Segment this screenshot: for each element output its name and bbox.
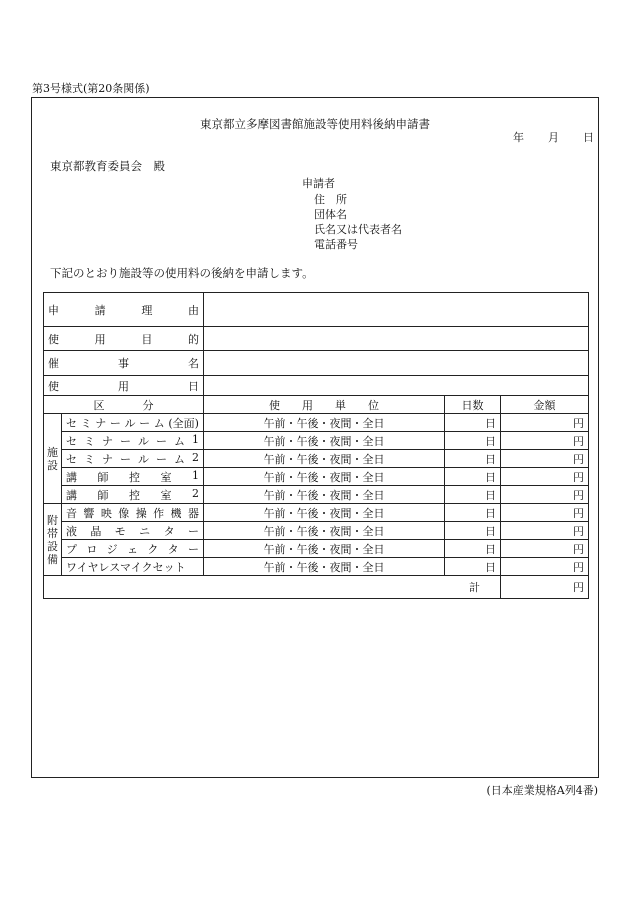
item-label-text-char: 室: [160, 488, 172, 502]
item-label-text-char: ル: [124, 416, 136, 430]
item-label-text-char: ナ: [102, 452, 113, 466]
info-row-value[interactable]: [204, 376, 589, 396]
item-unit-options[interactable]: 午前・午後・夜間・全日: [204, 540, 445, 558]
item-label-text-char: 液: [66, 524, 77, 538]
item-label-text: [66, 487, 199, 503]
item-label-text-char: ー: [187, 524, 199, 538]
item-label-text-char: ー: [156, 452, 167, 466]
group-name-char: 設: [47, 458, 58, 472]
item-label-text-char: ロ: [86, 542, 98, 556]
item-label-text-char: 映: [100, 506, 112, 520]
info-row-value[interactable]: [204, 351, 589, 376]
item-days[interactable]: 日: [445, 504, 501, 522]
applicant-address-label: 住 所: [314, 193, 347, 206]
item-label-text-char: 講: [66, 470, 77, 484]
item-label-text: [66, 523, 199, 539]
info-row: [44, 376, 589, 396]
item-amount[interactable]: 円: [501, 486, 589, 504]
item-label-text-char: ル: [138, 452, 149, 466]
item-label-text-char: ジ: [106, 542, 118, 556]
item-label-text: [66, 415, 199, 431]
item-label-text-char: ェ: [126, 542, 138, 556]
item-label: [62, 540, 204, 558]
info-label-char: 使: [48, 332, 59, 346]
info-label-char: 申: [48, 303, 59, 317]
recipient: 東京都教育委員会 殿: [50, 159, 165, 173]
header-unit: [204, 396, 445, 414]
total-amount[interactable]: 円: [501, 576, 589, 599]
info-row: [44, 351, 589, 376]
item-days[interactable]: 日: [445, 468, 501, 486]
applicant-label: 申請者: [302, 177, 335, 190]
item-label-text-char: タ: [167, 542, 179, 556]
item-label-text-char: モ: [114, 524, 126, 538]
item-row: [44, 540, 589, 558]
item-label-text-char: セ: [66, 452, 77, 466]
info-row-label: [44, 327, 204, 351]
item-amount[interactable]: 円: [501, 540, 589, 558]
item-label-text-char: ー: [139, 416, 151, 430]
info-label-char: 請: [94, 303, 106, 317]
item-label-text-char: ム: [153, 416, 165, 430]
item-row: [44, 414, 589, 432]
info-label: [48, 331, 199, 347]
item-unit-options[interactable]: 午前・午後・夜間・全日: [204, 522, 445, 540]
info-label-char: 目: [141, 332, 153, 346]
item-days[interactable]: 日: [445, 558, 501, 576]
item-label-text-char: ル: [138, 434, 149, 448]
item-label-text-char: 機: [170, 506, 182, 520]
statement: 下記のとおり施設等の使用料の後納を申請します。: [50, 266, 314, 280]
info-row: [44, 327, 589, 351]
info-label-char: 日: [188, 379, 199, 393]
item-label-text-char: 2: [192, 450, 199, 464]
item-amount[interactable]: 円: [501, 504, 589, 522]
item-label-text-char: ミ: [84, 434, 95, 448]
item-days[interactable]: 日: [445, 522, 501, 540]
date-year: 年: [513, 131, 524, 144]
group-equipment: [44, 504, 62, 576]
applicant-phone-label: 電話番号: [314, 238, 358, 251]
item-label-text-char: ク: [147, 542, 159, 556]
item-days[interactable]: 日: [445, 450, 501, 468]
info-label: [48, 302, 199, 318]
item-amount[interactable]: 円: [501, 432, 589, 450]
info-label: [48, 378, 199, 394]
item-label: [62, 486, 204, 504]
group-name-char: 帯: [47, 526, 58, 540]
item-amount[interactable]: 円: [501, 414, 589, 432]
group-name-char: 施: [47, 445, 58, 459]
item-label: [62, 504, 204, 522]
paper-size-note: (日本産業規格A列4番): [486, 784, 598, 797]
application-table: [43, 292, 589, 599]
item-label-text-char: ー: [120, 452, 131, 466]
header-category-text-char: 区: [93, 398, 105, 412]
info-label-char: 名: [188, 357, 199, 370]
info-row-label: [44, 351, 204, 376]
item-unit-options[interactable]: 午前・午後・夜間・全日: [204, 450, 445, 468]
item-label-text-char: 控: [129, 488, 140, 502]
group-facility: [44, 414, 62, 504]
info-row-value[interactable]: [204, 293, 589, 327]
item-label-text-char: 音: [66, 506, 77, 520]
item-days[interactable]: 日: [445, 414, 501, 432]
item-label-text-char: 響: [83, 506, 95, 520]
item-amount[interactable]: 円: [501, 558, 589, 576]
info-row-label: [44, 376, 204, 396]
item-row: [44, 558, 589, 576]
form-number: 第3号様式(第20条関係): [32, 82, 150, 95]
item-label-text-char: 像: [118, 506, 130, 520]
item-label: [62, 414, 204, 432]
header-category-text: [94, 397, 154, 413]
header-unit-text-char: 位: [368, 398, 379, 412]
item-row: [44, 504, 589, 522]
info-label-char: 理: [141, 303, 153, 317]
info-row: [44, 293, 589, 327]
header-amount: 金額: [501, 396, 589, 414]
item-label-text: [66, 505, 199, 521]
item-unit-options[interactable]: 午前・午後・夜間・全日: [204, 468, 445, 486]
info-label: [48, 355, 199, 371]
item-label-text-char: ニ: [139, 524, 151, 538]
item-label-text-char: タ: [163, 524, 175, 538]
info-row-label: [44, 293, 204, 327]
item-label-text: [66, 451, 199, 467]
item-unit-options[interactable]: 午前・午後・夜間・全日: [204, 414, 445, 432]
item-row: [44, 468, 589, 486]
total-label: 計: [44, 576, 501, 599]
date-day: 日: [583, 131, 594, 144]
item-row: [44, 486, 589, 504]
header-unit-text: [269, 397, 379, 413]
group-name-char: 設: [47, 539, 58, 553]
item-label-text-char: 作: [153, 506, 165, 520]
item-label-text-char: ム: [174, 452, 185, 466]
item-label: [62, 432, 204, 450]
item-row: [44, 450, 589, 468]
item-unit-options[interactable]: 午前・午後・夜間・全日: [204, 486, 445, 504]
info-label-char: 的: [187, 332, 199, 346]
item-unit-options[interactable]: 午前・午後・夜間・全日: [204, 504, 445, 522]
item-label-text-char: 室: [160, 470, 172, 484]
item-label-text-char: 師: [97, 470, 109, 484]
item-days[interactable]: 日: [445, 486, 501, 504]
total-row: [44, 576, 589, 599]
header-unit-text-char: 使: [269, 398, 280, 412]
info-label-char: 使: [48, 379, 59, 393]
item-label-text-char: セ: [66, 434, 77, 448]
item-row: [44, 522, 589, 540]
item-row: [44, 432, 589, 450]
header-unit-text-char: 単: [335, 398, 346, 412]
item-label-text-char: 1: [192, 432, 199, 446]
header-days: 日数: [445, 396, 501, 414]
item-label-text-char: ム: [174, 434, 185, 448]
item-label-text-char: プ: [66, 542, 77, 556]
item-amount[interactable]: 円: [501, 450, 589, 468]
item-label-text-char: ナ: [102, 434, 113, 448]
document-title: 東京都立多摩図書館施設等使用料後納申請書: [200, 117, 430, 131]
column-header-row: [44, 396, 589, 414]
item-label: [62, 450, 204, 468]
item-label-text: [66, 541, 199, 557]
applicant-organization-label: 団体名: [314, 208, 347, 221]
item-label-text-char: ー: [109, 416, 121, 430]
item-label-text-char: ナ: [95, 416, 107, 430]
item-label-text-char: (全面): [168, 416, 199, 430]
header-category-text-char: 分: [142, 398, 154, 412]
item-unit-options[interactable]: 午前・午後・夜間・全日: [204, 432, 445, 450]
item-label-text-char: 器: [187, 506, 199, 520]
header-unit-text-char: 用: [302, 398, 313, 412]
item-label-text-char: 晶: [90, 524, 102, 538]
item-days[interactable]: 日: [445, 540, 501, 558]
info-label-char: 催: [48, 357, 59, 370]
item-label-text-char: セ: [66, 416, 77, 430]
item-days[interactable]: 日: [445, 432, 501, 450]
info-label-char: 由: [187, 303, 199, 317]
group-name-char: 附: [47, 513, 58, 527]
info-row-value[interactable]: [204, 327, 589, 351]
item-label-text-char: ミ: [84, 452, 95, 466]
info-label-char: 用: [94, 332, 106, 346]
item-label: [62, 522, 204, 540]
item-label-text: [66, 469, 199, 485]
item-label-text: [66, 433, 199, 449]
item-label-text-char: 控: [129, 470, 140, 484]
item-label-text-char: ー: [187, 542, 199, 556]
info-label-char: 事: [118, 357, 129, 370]
item-label-text-char: 講: [66, 488, 77, 502]
item-label: [62, 468, 204, 486]
item-label-text-char: 1: [192, 468, 199, 482]
item-amount[interactable]: 円: [501, 522, 589, 540]
item-label-text-char: ー: [156, 434, 167, 448]
item-label-text-char: 2: [192, 486, 199, 500]
item-label: ワイヤレスマイクセット: [62, 558, 204, 576]
item-label-text-char: 操: [135, 506, 147, 520]
header-category: [44, 396, 204, 414]
group-name-char: 備: [47, 552, 58, 566]
item-label-text-char: ミ: [80, 416, 92, 430]
item-unit-options[interactable]: 午前・午後・夜間・全日: [204, 558, 445, 576]
date-month: 月: [548, 131, 559, 144]
item-label-text-char: ー: [120, 434, 131, 448]
item-label-text-char: 師: [97, 488, 109, 502]
applicant-name-label: 氏名又は代表者名: [314, 223, 402, 236]
info-label-char: 用: [118, 379, 129, 393]
item-amount[interactable]: 円: [501, 468, 589, 486]
